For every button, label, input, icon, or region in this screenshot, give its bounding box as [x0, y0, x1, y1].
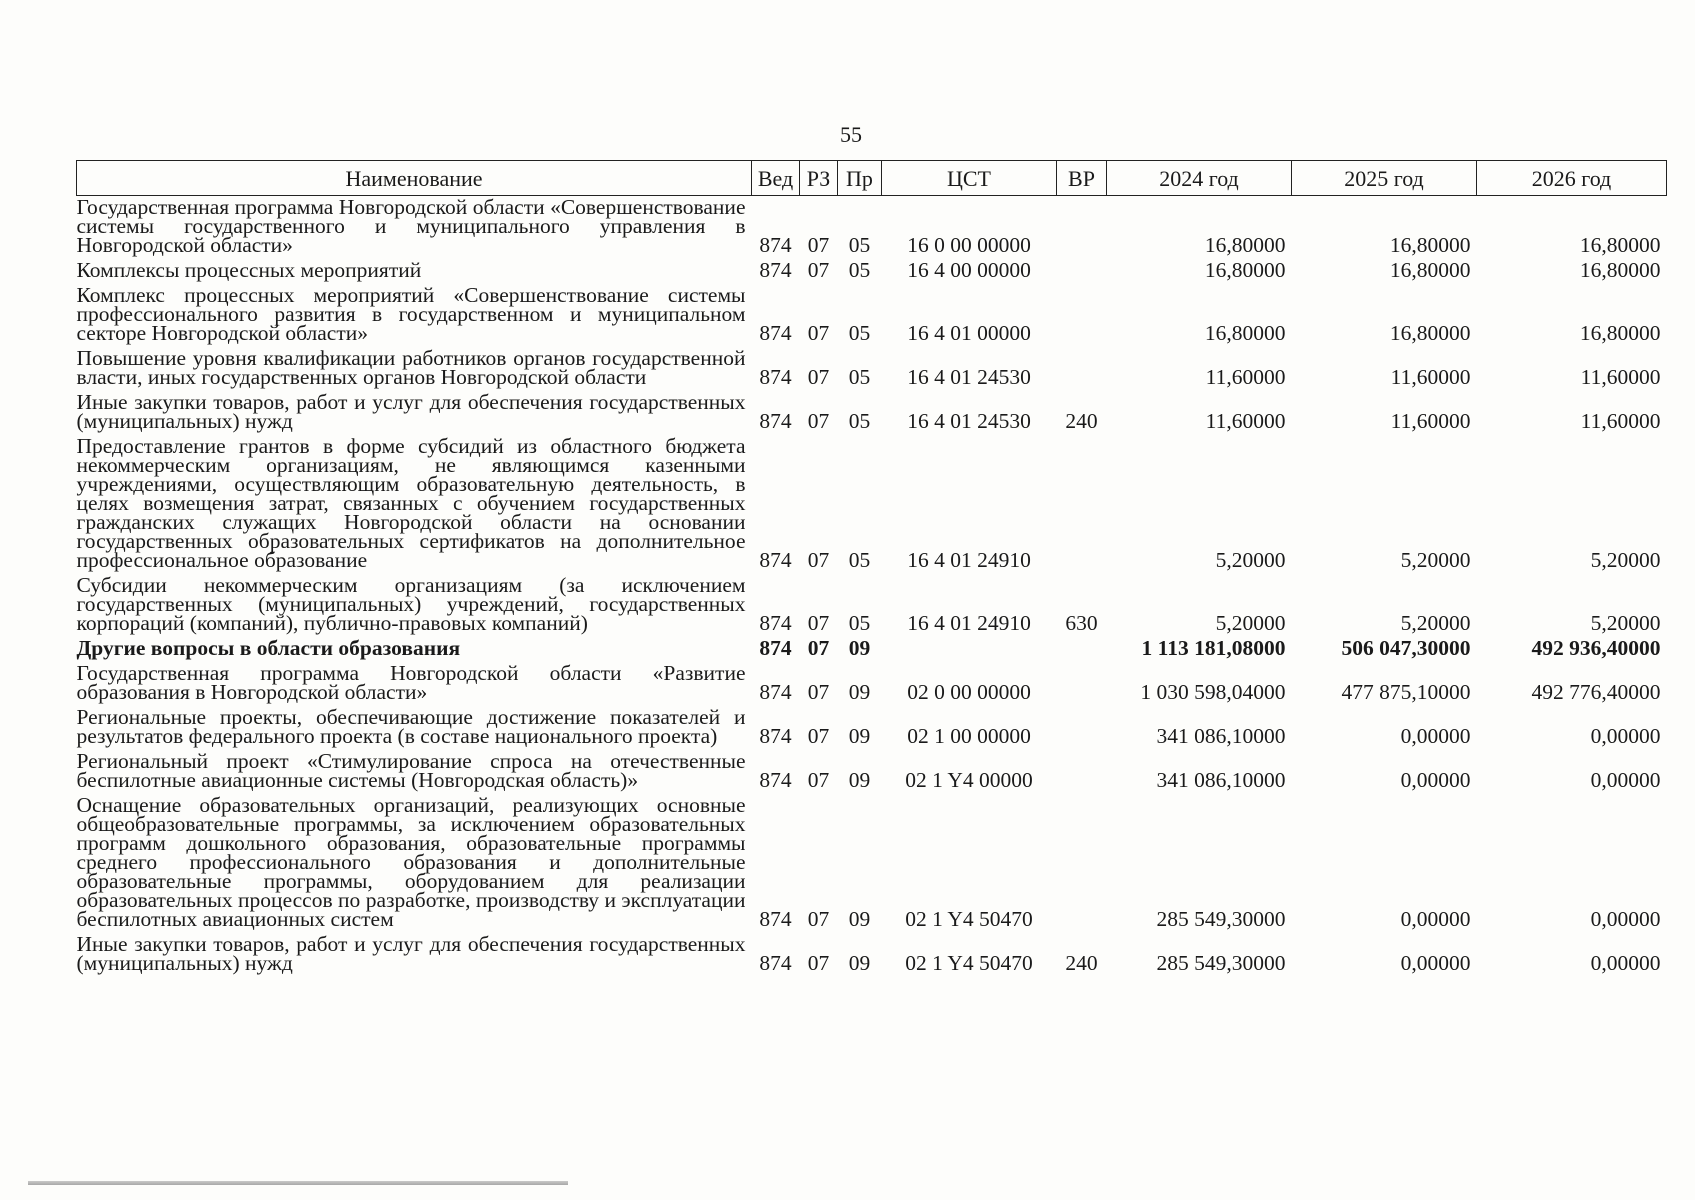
row-2025: 16,80000 — [1389, 233, 1471, 257]
row-ved: 874 — [759, 365, 792, 389]
row-rz: 07 — [807, 258, 830, 282]
row-pr: 05 — [848, 365, 871, 389]
header-2024: 2024 год — [1107, 161, 1292, 196]
row-ved: 874 — [759, 611, 792, 635]
row-pr: 05 — [848, 258, 871, 282]
row-pr: 09 — [848, 951, 871, 975]
row-2024: 341 086,10000 — [1156, 768, 1286, 792]
row-2024: 5,20000 — [1215, 611, 1286, 635]
row-name: Оснащение образовательных организаций, реализующих основные общеобразовательные программы, за исключением образовательных программ дошкольного образования, образовательные программы среднего профессионального образования и дополнительные образовательные программы, оборудованием для реализации образовательных процессов по разработке, производству и эксплуатации беспилотных авиационных систем — [76, 793, 746, 931]
row-ved: 874 — [759, 768, 792, 792]
table-row — [77, 794, 1667, 933]
row-ved: 874 — [759, 907, 792, 931]
row-ved: 874 — [759, 548, 792, 572]
row-2024: 1 113 181,08000 — [1141, 636, 1286, 660]
row-rz: 07 — [807, 321, 830, 345]
row-2026: 11,60000 — [1580, 409, 1661, 433]
header-2026: 2026 год — [1477, 161, 1667, 196]
row-2025: 5,20000 — [1400, 548, 1471, 572]
row-vr — [1057, 259, 1107, 284]
row-rz: 07 — [807, 233, 830, 257]
row-2026: 0,00000 — [1590, 951, 1661, 975]
header-ved: Вед — [752, 161, 800, 196]
row-rz: 07 — [807, 611, 830, 635]
row-vr — [1057, 706, 1107, 750]
row-2026: 16,80000 — [1579, 258, 1661, 282]
page-number: 55 — [840, 122, 862, 147]
row-cst: 16 0 00 00000 — [907, 233, 1031, 257]
row-ved: 874 — [759, 724, 792, 748]
header-2025: 2025 год — [1292, 161, 1477, 196]
row-vr — [1057, 662, 1107, 706]
row-ved: 874 — [759, 233, 792, 257]
row-cst: 02 1 00 00000 — [907, 724, 1031, 748]
row-pr: 09 — [848, 768, 871, 792]
row-vr — [1057, 347, 1107, 391]
row-vr: 240 — [1065, 409, 1098, 433]
row-cst: 16 4 01 24910 — [907, 611, 1031, 635]
row-2026: 0,00000 — [1590, 724, 1661, 748]
row-name: Иные закупки товаров, работ и услуг для обеспечения государственных (муниципальных) нужд — [76, 932, 746, 975]
row-cst: 16 4 01 24530 — [907, 409, 1031, 433]
row-2026: 0,00000 — [1590, 907, 1661, 931]
row-rz: 07 — [807, 951, 830, 975]
row-rz: 07 — [807, 907, 830, 931]
row-name: Комплекс процессных мероприятий «Совершенствование системы профессионального развития в государственном и муниципальном секторе Новгородской области» — [76, 283, 746, 345]
header-pr: Пр — [838, 161, 882, 196]
row-2025: 11,60000 — [1390, 365, 1471, 389]
row-cst: 16 4 01 24910 — [907, 548, 1031, 572]
table-row — [77, 284, 1667, 347]
row-name: Государственная программа Новгородской области «Совершенствование системы государственного и муниципального управления в Новгородской области» — [76, 195, 746, 257]
row-2025: 506 047,30000 — [1341, 636, 1471, 660]
row-name: Государственная программа Новгородской области «Развитие образования в Новгородской области» — [76, 661, 746, 704]
row-cst: 02 1 Y4 00000 — [905, 768, 1033, 792]
table-row — [77, 750, 1667, 794]
row-rz: 07 — [807, 365, 830, 389]
row-2025: 0,00000 — [1400, 907, 1471, 931]
row-2024: 285 549,30000 — [1156, 907, 1286, 931]
row-2025: 5,20000 — [1400, 611, 1471, 635]
row-vr: 240 — [1065, 951, 1098, 975]
row-pr: 05 — [848, 321, 871, 345]
row-2025: 477 875,10000 — [1341, 680, 1471, 704]
row-2026: 16,80000 — [1579, 321, 1661, 345]
row-2025: 0,00000 — [1400, 951, 1471, 975]
row-name: Другие вопросы в области образования — [76, 636, 461, 660]
budget-table — [76, 160, 1667, 977]
table-row-section — [77, 637, 1667, 662]
row-2026: 0,00000 — [1590, 768, 1661, 792]
row-2025: 0,00000 — [1400, 768, 1471, 792]
row-pr: 05 — [848, 233, 871, 257]
table-row — [77, 391, 1667, 435]
row-vr — [1057, 750, 1107, 794]
row-2026: 11,60000 — [1580, 365, 1661, 389]
header-cst: ЦСТ — [882, 161, 1057, 196]
row-rz: 07 — [807, 409, 830, 433]
row-2025: 0,00000 — [1400, 724, 1471, 748]
row-ved: 874 — [759, 321, 792, 345]
table-row — [77, 347, 1667, 391]
row-2024: 341 086,10000 — [1156, 724, 1286, 748]
row-ved: 874 — [759, 409, 792, 433]
table-body — [77, 196, 1667, 978]
row-2026: 492 936,40000 — [1531, 636, 1661, 660]
scan-footer-rule — [28, 1181, 568, 1185]
row-cst: 16 4 01 00000 — [907, 321, 1031, 345]
row-ved: 874 — [759, 258, 792, 282]
row-vr — [1057, 637, 1107, 662]
row-cst — [882, 637, 1057, 662]
row-name: Повышение уровня квалификации работников органов государственной власти, иных государственных органов Новгородской области — [76, 346, 746, 389]
table-row — [77, 662, 1667, 706]
table-row — [77, 196, 1667, 260]
row-name: Региональный проект «Стимулирование спроса на отечественные беспилотные авиационные системы (Новгородская область)» — [76, 749, 746, 792]
row-2024: 5,20000 — [1215, 548, 1286, 572]
row-pr: 05 — [848, 611, 871, 635]
header-vr: ВР — [1057, 161, 1107, 196]
row-2024: 16,80000 — [1204, 321, 1286, 345]
row-pr: 05 — [848, 409, 871, 433]
row-vr — [1057, 284, 1107, 347]
row-2024: 1 030 598,04000 — [1140, 680, 1286, 704]
row-name: Субсидии некоммерческим организациям (за исключением государственных (муниципальных) учреждений, государственных корпораций (компаний), публично-правовых компаний) — [76, 573, 746, 635]
row-rz: 07 — [807, 680, 830, 704]
row-cst: 02 0 00 00000 — [907, 680, 1031, 704]
row-2025: 11,60000 — [1390, 409, 1471, 433]
row-pr: 09 — [848, 680, 871, 704]
row-2024: 16,80000 — [1204, 233, 1286, 257]
table-row — [77, 933, 1667, 977]
table-header — [77, 161, 1667, 196]
row-name: Комплексы процессных мероприятий — [76, 258, 422, 282]
row-2024: 285 549,30000 — [1156, 951, 1286, 975]
row-pr: 05 — [848, 548, 871, 572]
row-pr: 09 — [848, 907, 871, 931]
row-2026: 16,80000 — [1579, 233, 1661, 257]
table-row — [77, 706, 1667, 750]
row-rz: 07 — [807, 724, 830, 748]
row-vr: 630 — [1065, 611, 1098, 635]
row-rz: 07 — [807, 636, 830, 660]
table-row — [77, 259, 1667, 284]
row-vr — [1057, 435, 1107, 574]
row-pr: 09 — [848, 636, 871, 660]
header-name: Наименование — [77, 161, 752, 196]
row-2024: 16,80000 — [1204, 258, 1286, 282]
row-name: Иные закупки товаров, работ и услуг для обеспечения государственных (муниципальных) нужд — [76, 390, 746, 433]
row-2025: 16,80000 — [1389, 258, 1471, 282]
row-2026: 5,20000 — [1590, 548, 1661, 572]
row-2024: 11,60000 — [1205, 365, 1286, 389]
row-name: Региональные проекты, обеспечивающие достижение показателей и результатов федерального проекта (в составе национального проекта) — [76, 705, 746, 748]
row-name: Предоставление грантов в форме субсидий из областного бюджета некоммерческим организациям, не являющимся казенными учреждениями, осуществляющим образовательную деятельность, в целях возмещения затрат, связанных с обучением государственных гражданских служащих Новгородской области на основании государственных образовательных сертификатов на дополнительное профессиональное образование — [76, 434, 746, 572]
header-rz: РЗ — [800, 161, 838, 196]
row-2025: 16,80000 — [1389, 321, 1471, 345]
row-2026: 5,20000 — [1590, 611, 1661, 635]
row-ved: 874 — [759, 951, 792, 975]
row-ved: 874 — [759, 680, 792, 704]
row-rz: 07 — [807, 548, 830, 572]
row-vr — [1057, 196, 1107, 260]
row-2024: 11,60000 — [1205, 409, 1286, 433]
row-cst: 02 1 Y4 50470 — [905, 907, 1033, 931]
row-vr — [1057, 794, 1107, 933]
row-ved: 874 — [759, 636, 792, 660]
row-rz: 07 — [807, 768, 830, 792]
table-row — [77, 435, 1667, 574]
row-cst: 16 4 01 24530 — [907, 365, 1031, 389]
table-row — [77, 574, 1667, 637]
row-cst: 02 1 Y4 50470 — [905, 951, 1033, 975]
row-cst: 16 4 00 00000 — [907, 258, 1031, 282]
row-pr: 09 — [848, 724, 871, 748]
row-2026: 492 776,40000 — [1531, 680, 1661, 704]
